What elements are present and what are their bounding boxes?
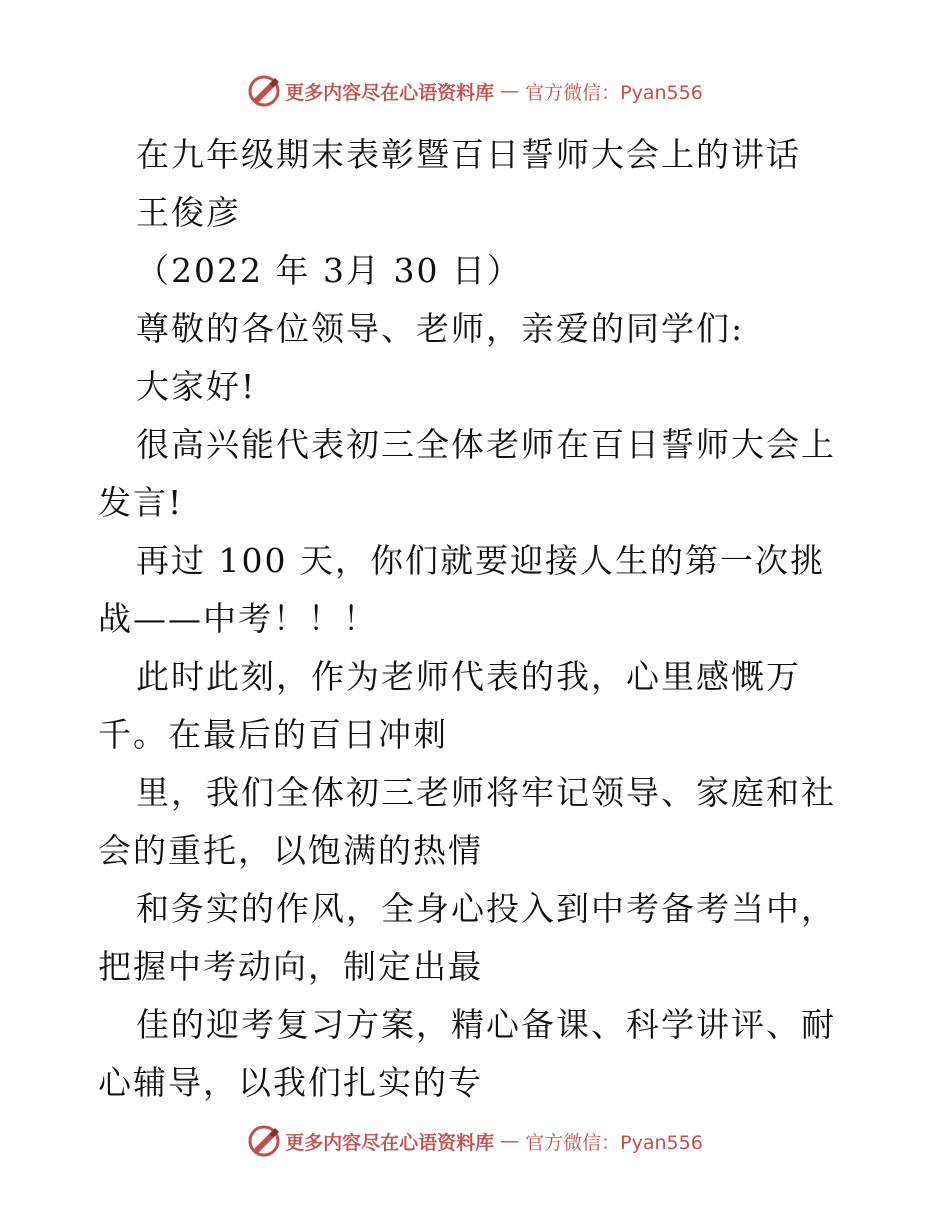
watermark-wechat: 官方微信：Pyan556 — [525, 1131, 703, 1154]
speech-date: （2022 年 3月 30 日） — [136, 251, 522, 290]
body-paragraph: 此时此刻，作为老师代表的我，心里感慨万千。在最后的百日冲刺 — [98, 657, 801, 754]
body-paragraph: 佳的迎考复习方案，精心备课、科学讲评、耐心辅导，以我们扎实的专 — [98, 1005, 836, 1102]
body-paragraph: 和务实的作风，全身心投入到中考备考当中，把握中考动向，制定出最 — [98, 889, 836, 986]
pen-logo-icon — [247, 74, 281, 108]
speaker-name: 王俊彦 — [136, 193, 241, 232]
document-body — [98, 126, 858, 1112]
watermark-dash: — — [500, 1130, 520, 1152]
header-watermark — [0, 74, 950, 108]
body-paragraph: 再过 100 天，你们就要迎接人生的第一次挑战——中考！！！ — [98, 541, 825, 638]
pen-logo-icon — [247, 1124, 281, 1158]
watermark-dash: — — [500, 80, 520, 102]
body-paragraph: 里，我们全体初三老师将牢记领导、家庭和社会的重托，以饱满的热情 — [98, 773, 836, 870]
watermark-text: 更多内容尽在心语资料库 — [285, 81, 495, 104]
greeting: 大家好! — [136, 367, 257, 406]
speech-title: 在九年级期末表彰暨百日誓师大会上的讲话 — [136, 135, 801, 174]
footer-watermark — [0, 1124, 950, 1158]
salutation: 尊敬的各位领导、老师，亲爱的同学们: — [136, 309, 745, 348]
watermark-wechat: 官方微信：Pyan556 — [525, 81, 703, 104]
watermark-text: 更多内容尽在心语资料库 — [285, 1131, 495, 1154]
body-paragraph: 很高兴能代表初三全体老师在百日誓师大会上发言! — [98, 425, 836, 522]
